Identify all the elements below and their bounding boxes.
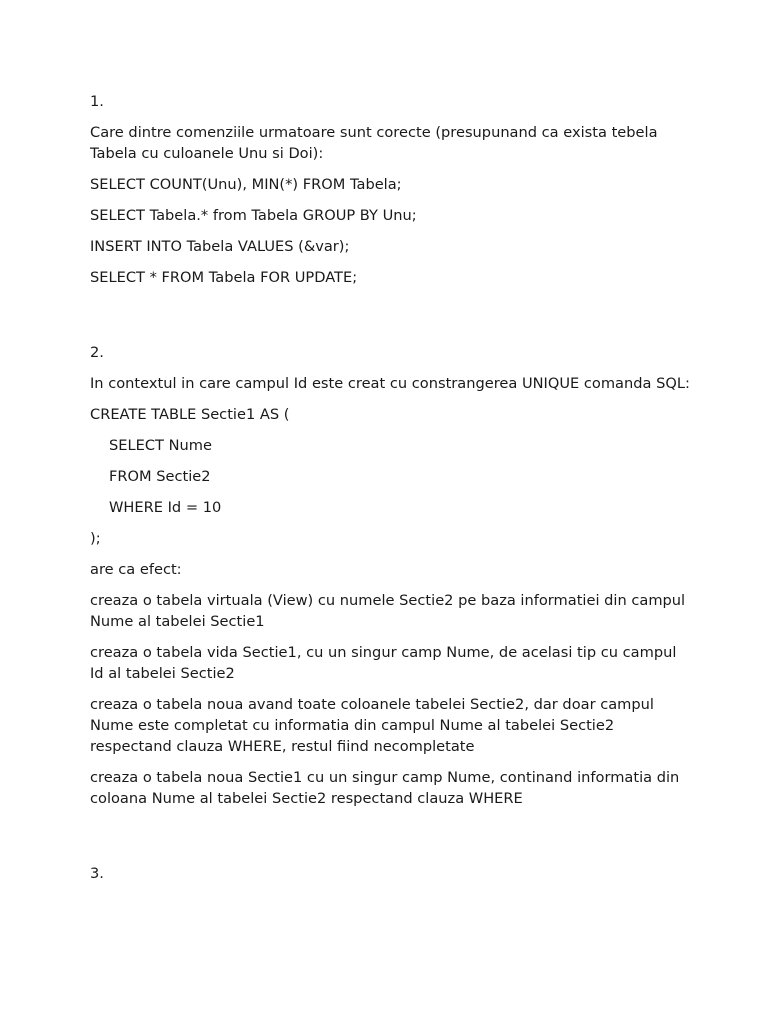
answer-option: creaza o tabela vida Sectie1, cu un singur camp Nume, de acelasi tip cu campul Id al tabelei Sectie2 <box>90 644 682 682</box>
answer-option: creaza o tabela virtuala (View) cu numele Sectie2 pe baza informatiei din campul Nume al tabelei Sectie1 <box>90 592 690 630</box>
answer-option: SELECT Tabela.* from Tabela GROUP BY Unu; <box>90 207 417 224</box>
question-number: 3. <box>90 865 104 882</box>
answer-option: creaza o tabela noua avand toate coloanele tabelei Sectie2, dar doar campul Nume este completat cu informatia din campul Nume al tabelei Sectie2 respectand clauza WHERE, restul fiind necompletate <box>90 696 659 755</box>
spacer <box>90 298 690 342</box>
spacer <box>90 819 690 863</box>
answer-option: SELECT * FROM Tabela FOR UPDATE; <box>90 269 358 286</box>
effect-label: are ca efect: <box>90 561 182 578</box>
answer-option: INSERT INTO Tabela VALUES (&var); <box>90 238 350 255</box>
question-number: 1. <box>90 93 104 110</box>
code-line: CREATE TABLE Sectie1 AS ( <box>90 406 290 423</box>
code-line: WHERE Id = 10 <box>109 499 222 516</box>
question-number: 2. <box>90 344 104 361</box>
code-line: FROM Sectie2 <box>109 468 211 485</box>
document-page <box>90 91 690 894</box>
question-text: In contextul in care campul Id este creat cu constrangerea UNIQUE comanda SQL: <box>90 375 690 392</box>
answer-option: creaza o tabela noua Sectie1 cu un singur camp Nume, continand informatia din coloana Nume al tabelei Sectie2 respectand clauza WHERE <box>90 769 684 807</box>
code-line: SELECT Nume <box>109 437 212 454</box>
code-line: ); <box>90 530 101 547</box>
question-3 <box>90 863 690 884</box>
question-2 <box>90 342 690 809</box>
question-1 <box>90 91 690 288</box>
question-text: Care dintre comenziile urmatoare sunt corecte (presupunand ca exista tebela Tabela cu culoanele Unu si Doi): <box>90 124 663 162</box>
answer-option: SELECT COUNT(Unu), MIN(*) FROM Tabela; <box>90 176 402 193</box>
